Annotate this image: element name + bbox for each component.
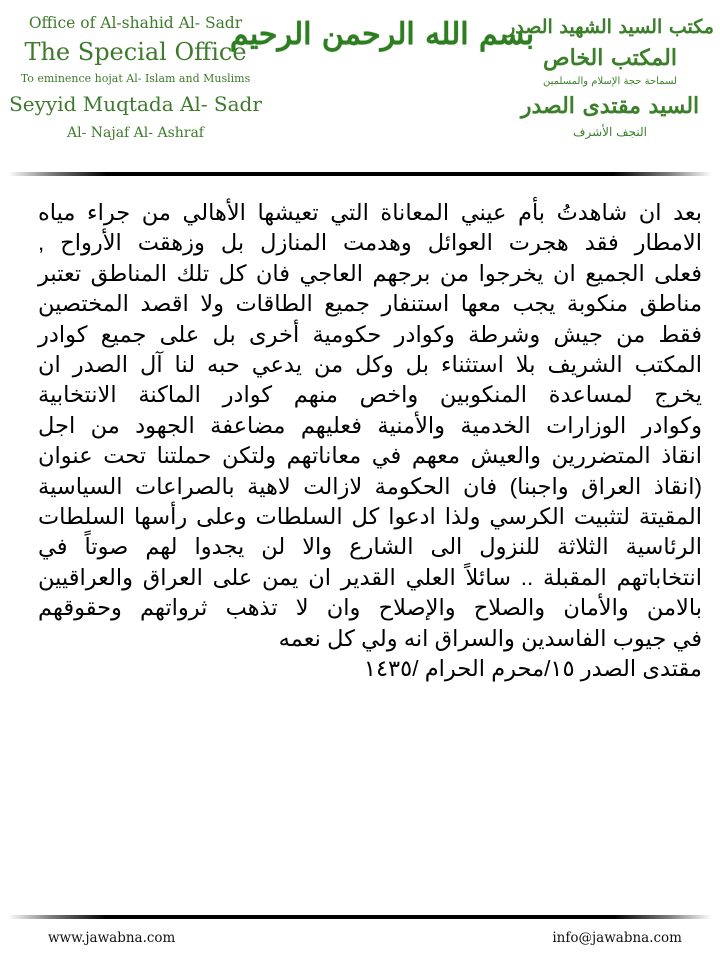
statement-body: [38, 198, 702, 685]
body-line: انقاذ المتضررين والعيش معهم في معاناتهم ولتكن حملتنا تحت عنوان: [38, 443, 702, 469]
body-line: في جيوب الفاسدين والسراق انه ولي كل نعمه: [278, 625, 702, 651]
body-line: بعد ان شاهدتُ بأم عيني المعاناة التي تعيشها الأهالي من جراء مياه: [38, 200, 702, 225]
body-line: المكتب الشريف بلا استثناء بل وكل من يدعي حبه لنا آل الصدر ان: [38, 352, 702, 378]
arabic-office-name: مكتب السيد الشهيد الصدر: [506, 16, 714, 38]
body-line: وكوادر الوزارات الخدمية والأمنية فعليهم مضاعفة الجهود من اجل: [38, 412, 702, 438]
website-link[interactable]: www.jawabna.com: [48, 930, 176, 946]
english-letterhead: [8, 10, 263, 148]
body-line: الامطار فقد هجرت العوائل وهدمت المنازل بل وزهقت الأرواح ,: [38, 230, 702, 256]
header-divider: [8, 172, 712, 176]
body-line: فقط من جيش وشرطة وكوادر حكومية أخرى بل على جميع كوادر: [38, 321, 702, 347]
arabic-special-office: المكتب الخاص: [543, 45, 677, 71]
honorific-line: To eminence hojat Al- Islam and Muslims: [20, 72, 251, 85]
special-office-title: The Special Office: [24, 38, 247, 66]
arabic-location: النجف الأشرف: [573, 125, 647, 139]
basmala-calligraphy: بسم الله الرحمن الرحيم: [229, 16, 535, 52]
arabic-person-name: السيد مقتدى الصدر: [520, 93, 700, 119]
location: Al- Najaf Al- Ashraf: [67, 125, 204, 141]
arabic-honorific: لسماحة حجة الإسلام والمسلمين: [543, 76, 677, 87]
body-line: الرئاسية الثلاثة للنزول الى الشارع والا لن يجدوا لهم صوتاً في: [38, 534, 702, 560]
body-line: بالامن والأمان والصلاح والإصلاح وان لا تذهب ثرواتهم وحقوقهم: [38, 595, 702, 621]
person-name: Seyyid Muqtada Al- Sadr: [9, 92, 262, 116]
body-line: مناطق منكوبة يجب معها استنفار جميع الطاقات ولا اقصد المختصين: [38, 291, 702, 317]
arabic-letterhead-calligraphy: [502, 12, 718, 141]
body-line: (انقاذ العراق واجبنا) فان الحكومة لازالت لاهية بالصراعات السياسية: [38, 473, 702, 499]
body-line: انتخاباتهم المقبلة .. سائلاً العلي القدير ان يمن على العراق والعراقيين: [38, 564, 702, 590]
body-line: المقيتة لتثبيت الكرسي ولذا ادعوا كل السلطات وعلى رأسها السلطات: [38, 504, 702, 530]
signature-line: مقتدى الصدر ١٥/محرم الحرام /١٤٣٥: [363, 656, 702, 682]
footer-divider: [8, 915, 712, 919]
email-link[interactable]: info@jawabna.com: [552, 930, 682, 946]
body-line: يخرج لمساعدة المنكوبين واخص منهم كوادر الماكنة الانتخابية: [38, 382, 702, 408]
office-name: Office of Al-shahid Al- Sadr: [28, 14, 243, 32]
body-line: فعلى الجميع ان يخرجوا من برجهم العاجي فان كل تلك المناطق تعتبر: [38, 260, 702, 286]
